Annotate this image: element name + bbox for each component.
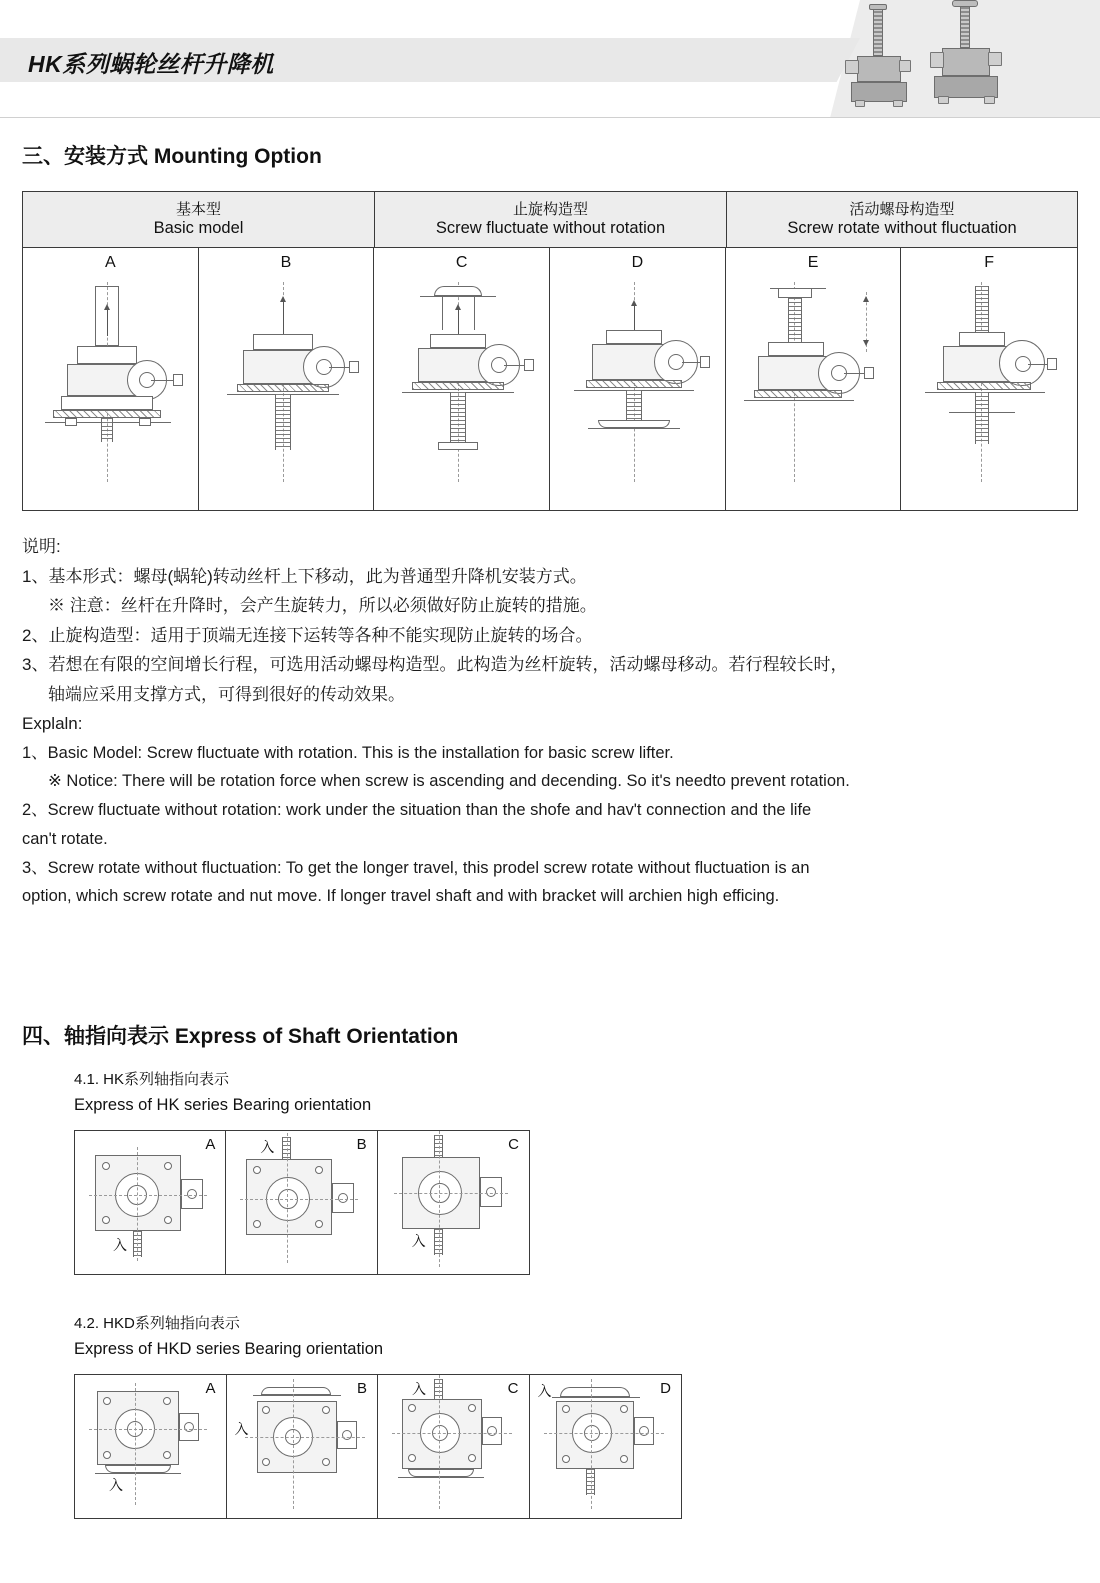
- hkd-orientation-cell-a-lambda: 入: [109, 1477, 123, 1493]
- mounting-cell-e: [726, 248, 902, 510]
- hkd-orientation-diagram-d: [530, 1375, 682, 1518]
- mounting-cell-f: [901, 248, 1077, 510]
- hkd-orientation-cell-d-lambda: 入: [537, 1383, 552, 1399]
- mounting-diagram-f: [909, 282, 1069, 502]
- mounting-group-travelling-nut-cn: 活动螺母构造型: [849, 200, 955, 218]
- mounting-cell-f-label: F: [984, 254, 995, 271]
- hkd-orientation-cell-b: [227, 1375, 379, 1518]
- hk-orientation-diagram-c: [378, 1131, 529, 1274]
- mounting-diagram-a: [31, 282, 190, 502]
- hk-orientation-cell-c-label: C: [508, 1136, 519, 1153]
- explain-cn-note: ※ 注意：丝杆在升降时，会产生旋转力，所以必须做好防止旋转的措施。: [48, 596, 597, 616]
- subsection-4-2-cn: 4.2. HKD系列轴指向表示: [74, 1315, 240, 1332]
- screw-jack-illustration-right: [930, 0, 1006, 112]
- explain-cn-heading: 说明:: [22, 537, 61, 556]
- explain-en-line-2b: can't rotate.: [22, 829, 108, 848]
- mounting-cell-d: [550, 248, 726, 510]
- subsection-4-1-en: Express of HK series Bearing orientation: [74, 1096, 372, 1114]
- hkd-orientation-diagram-a: [75, 1375, 226, 1518]
- explain-en-line-3b: option, which screw rotate and nut move. If longer travel shaft and with bracket will archien high efficing.: [22, 887, 780, 906]
- mounting-group-basic: [23, 192, 375, 247]
- hk-orientation-cell-a-lambda: 入: [113, 1237, 127, 1253]
- hkd-orientation-diagram-c: [378, 1375, 529, 1518]
- page-header: [0, 0, 1100, 118]
- mounting-group-no-rotation-cn: 止旋构造型: [512, 200, 588, 218]
- mounting-diagram-d: [558, 282, 717, 502]
- explain-en-heading: Explaln:: [22, 714, 83, 734]
- mounting-group-basic-cn: 基本型: [175, 200, 221, 218]
- page-title: HK系列蜗轮丝杆升降机: [28, 51, 274, 77]
- mounting-cell-d-label: D: [631, 254, 644, 271]
- hkd-orientation-cell-b-lambda: 入: [234, 1421, 249, 1437]
- hkd-orientation-diagram-b: [227, 1375, 378, 1518]
- hk-orientation-table: [74, 1130, 530, 1275]
- hk-orientation-cell-a: [75, 1131, 226, 1274]
- hk-orientation-cell-c-lambda: 入: [411, 1233, 426, 1249]
- subsection-4-1-cn: 4.1. HK系列轴指向表示: [74, 1071, 230, 1088]
- mounting-group-basic-en: Basic model: [153, 218, 244, 237]
- hk-orientation-diagram-a: [75, 1131, 225, 1274]
- mounting-group-travelling-nut: [727, 192, 1077, 247]
- header-divider: [0, 117, 1100, 118]
- mounting-table-body-row: [23, 248, 1077, 510]
- explain-en-notice: ※ Notice: There will be rotation force when screw is ascending and decending. So it's needto prevent rotation.: [48, 772, 850, 791]
- explain-cn-line-3: 3、若想在有限的空间增长行程，可选用活动螺母构造型。此构造为丝杆旋转，活动螺母移动。若行程较长时，: [22, 655, 848, 675]
- mounting-group-no-rotation-en: Screw fluctuate without rotation: [435, 218, 666, 237]
- section-shaft-orientation-title: 四、轴指向表示 Express of Shaft Orientation: [22, 1025, 459, 1048]
- hk-orientation-cell-a-label: A: [205, 1136, 216, 1153]
- mounting-diagram-b: [207, 282, 366, 502]
- mounting-group-no-rotation: [375, 192, 727, 247]
- subsection-4-2-en: Express of HKD series Bearing orientation: [74, 1340, 384, 1358]
- explain-en-line-3: 3、Screw rotate without fluctuation: To get the longer travel, this prodel screw rotate without fluctuation is an: [22, 858, 810, 877]
- hkd-orientation-cell-c-label: C: [507, 1380, 519, 1397]
- explain-cn-line-1: 1、基本形式：螺母(蜗轮)转动丝杆上下移动，此为普通型升降机安装方式。: [22, 566, 587, 586]
- hk-orientation-cell-b-label: B: [356, 1136, 367, 1153]
- hkd-orientation-cell-a: [75, 1375, 227, 1518]
- hkd-orientation-cell-d: [530, 1375, 682, 1518]
- explain-cn-line-3b: 轴端应采用支撑方式，可得到很好的传动效果。: [48, 684, 405, 704]
- explain-en-line-2: 2、Screw fluctuate without rotation: work under the situation than the shofe and hav't connection and the life: [22, 801, 812, 820]
- explanation-block: [22, 533, 1078, 912]
- mounting-cell-c-label: C: [455, 254, 468, 271]
- mounting-diagram-e: [734, 282, 893, 502]
- screw-jack-illustration-left: [845, 4, 915, 112]
- hkd-orientation-cell-b-label: B: [356, 1380, 367, 1397]
- mounting-group-travelling-nut-en: Screw rotate without fluctuation: [787, 218, 1017, 237]
- hk-orientation-cell-b-lambda: 入: [260, 1139, 275, 1155]
- mounting-table-header-row: [23, 192, 1077, 248]
- mounting-cell-a-label: A: [105, 254, 116, 271]
- mounting-cell-e-label: E: [807, 254, 819, 271]
- hkd-orientation-cell-c-lambda: 入: [412, 1381, 426, 1397]
- hkd-orientation-cell-d-label: D: [660, 1380, 671, 1397]
- hk-orientation-cell-b: [226, 1131, 377, 1274]
- mounting-option-table: [22, 191, 1078, 511]
- hkd-orientation-cell-c: [378, 1375, 530, 1518]
- explain-cn-line-2: 2、止旋构造型：适用于顶端无连接下运转等各种不能实现防止旋转的场合。: [22, 625, 593, 645]
- mounting-cell-b-label: B: [280, 254, 292, 271]
- mounting-cell-c: [374, 248, 550, 510]
- hk-orientation-cell-c: [378, 1131, 529, 1274]
- hk-orientation-diagram-b: [226, 1131, 376, 1274]
- section-mounting-option-title: 三、安装方式 Mounting Option: [22, 145, 322, 168]
- hkd-orientation-table: [74, 1374, 682, 1519]
- mounting-cell-b: [199, 248, 375, 510]
- explain-en-line-1: 1、Basic Model: Screw fluctuate with rotation. This is the installation for basic screw lifter.: [22, 743, 674, 762]
- mounting-cell-a: [23, 248, 199, 510]
- mounting-diagram-c: [382, 282, 541, 502]
- hkd-orientation-cell-a-label: A: [205, 1380, 216, 1397]
